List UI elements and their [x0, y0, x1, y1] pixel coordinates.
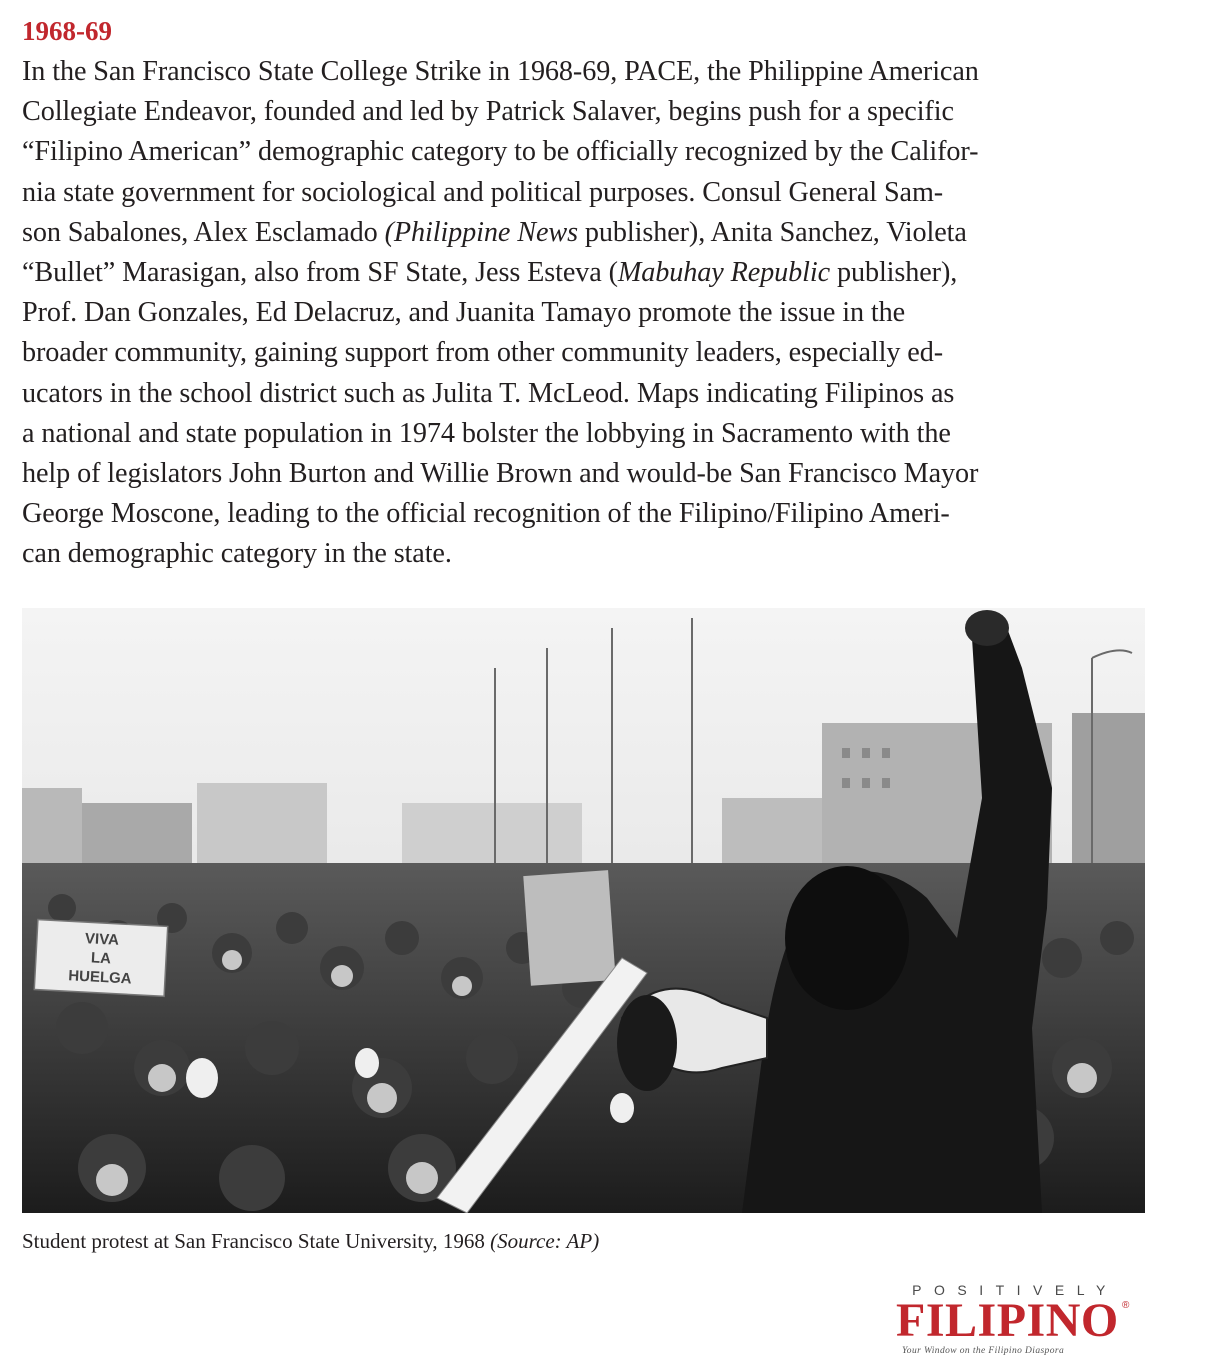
body-text-run: “Bullet” Marasigan, also from SF State, Jess Esteva (	[22, 257, 618, 289]
body-text-run: son Sabalones, Alex Esclamado	[22, 216, 385, 248]
body-text-run: nia state government for sociological and political purposes. Consul General Sam-	[22, 176, 944, 208]
body-text-run: publisher),	[830, 257, 958, 289]
logo-tagline: Your Window on the Filipino Diaspora	[902, 1346, 1065, 1356]
body-text-run: help of legislators John Burton and Willie Brown and would-be San Francisco Mayor	[22, 458, 979, 490]
body-line	[22, 534, 1192, 574]
protest-photo	[22, 608, 1145, 1213]
body-text-run: “Filipino American” demographic category to be officially recognized by the Califor-	[22, 136, 979, 168]
body-text-run: George Moscone, leading to the official recognition of the Filipino/Filipino Ameri-	[22, 498, 950, 530]
body-line	[22, 52, 1192, 92]
body-paragraph	[22, 52, 1192, 575]
body-text-run: Prof. Dan Gonzales, Ed Delacruz, and Juanita Tamayo promote the issue in the	[22, 297, 906, 329]
body-text-run: broader community, gaining support from other community leaders, especially ed-	[22, 337, 943, 369]
body-text-run: a national and state population in 1974 bolster the lobbying in Sacramento with the	[22, 417, 951, 449]
body-line	[22, 132, 1192, 172]
body-line	[22, 333, 1192, 373]
body-text-run: publisher), Anita Sanchez, Violeta	[577, 216, 967, 248]
body-line	[22, 374, 1192, 414]
publication-title: Mabuhay Republic	[617, 257, 831, 289]
positively-filipino-logo	[896, 1282, 1136, 1358]
body-line	[22, 253, 1192, 293]
body-text-run: can demographic category in the state.	[22, 538, 452, 570]
logo-main-text: FILIPINO	[896, 1294, 1119, 1347]
body-line	[22, 494, 1192, 534]
sign-text-line: HUELGA	[67, 967, 133, 988]
body-line	[22, 173, 1192, 213]
sign-text-line: LA	[90, 949, 112, 968]
body-text-run: In the San Francisco State College Strike in 1968-69, PACE, the Philippine American	[22, 56, 979, 87]
section-heading: 1968-69	[22, 16, 112, 46]
body-text-run: ucators in the school district such as Julita T. McLeod. Maps indicating Filipinos as	[22, 377, 955, 409]
body-line	[22, 92, 1192, 132]
body-line	[22, 213, 1192, 253]
caption-source: (Source: AP)	[490, 1229, 600, 1253]
body-line	[22, 293, 1192, 333]
logo-top-text: POSITIVELY	[912, 1282, 1118, 1298]
caption-text: Student protest at San Francisco State University, 1968	[22, 1229, 491, 1253]
photo-caption	[22, 1228, 599, 1254]
body-line	[22, 414, 1192, 454]
sign-text-line: VIVA	[84, 930, 120, 949]
body-text-run: Collegiate Endeavor, founded and led by Patrick Salaver, begins push for a specific	[22, 96, 954, 128]
body-line	[22, 454, 1192, 494]
publication-title: (Philippine News	[384, 216, 578, 248]
logo-registered-mark: ®	[1122, 1300, 1130, 1311]
